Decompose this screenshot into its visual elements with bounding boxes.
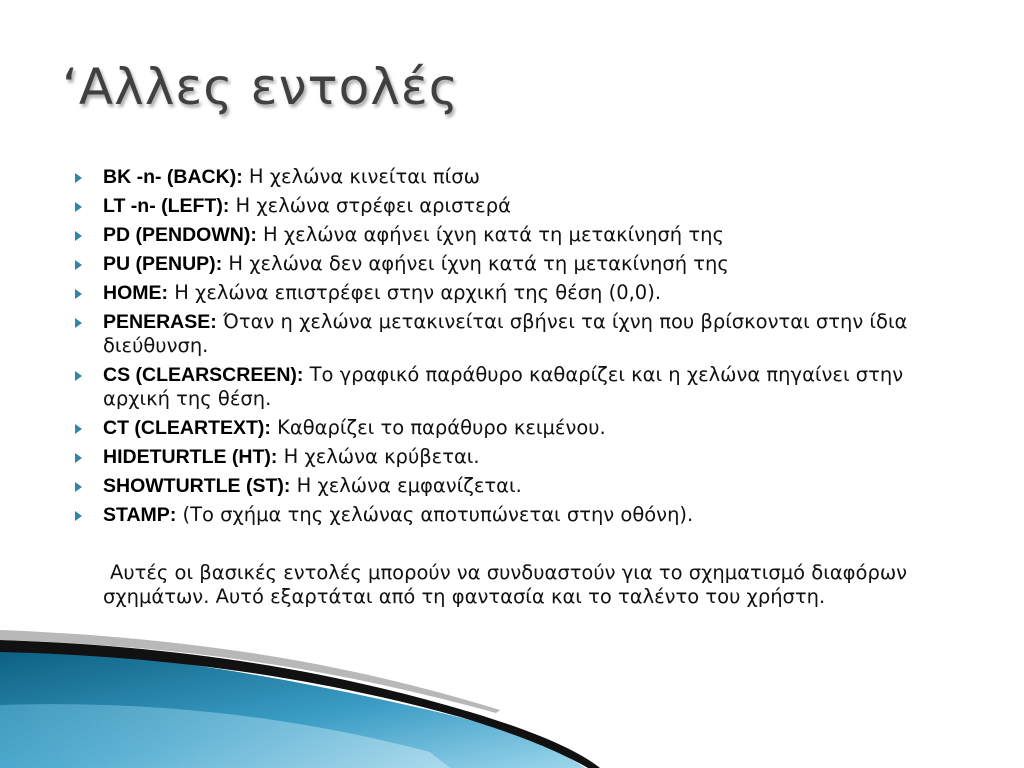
command-separator: : xyxy=(161,282,168,304)
command-name: LT -n- (LEFT) xyxy=(103,195,223,217)
triangle-right-icon xyxy=(75,482,82,492)
command-description: Η χελώνα δεν αφήνει ίχνη κατά τη μετακίνησή της xyxy=(222,252,729,275)
bullet-item xyxy=(74,165,974,189)
command-name: STAMP xyxy=(103,504,170,526)
command-separator: : xyxy=(222,195,230,217)
command-name: HOME xyxy=(103,282,162,304)
triangle-right-icon xyxy=(75,511,82,521)
command-description: Η χελώνα εμφανίζεται. xyxy=(290,474,522,497)
triangle-right-icon xyxy=(75,173,82,183)
bullet-item xyxy=(74,363,974,411)
command-name: HIDETURTLE (HT): xyxy=(103,446,278,468)
command-name: CS (CLEARSCREEN): xyxy=(103,364,304,386)
command-description: Το γραφικό παράθυρο καθαρίζει και η χελώνα πηγαίνει στην αρχική της θέση. xyxy=(103,363,904,410)
command-description: Όταν η χελώνα μετακινείται σβήνει τα ίχνη που βρίσκονται στην ίδια διεύθυνση. xyxy=(103,310,908,357)
command-name: PU (PENUP) xyxy=(103,253,216,275)
command-description: Η χελώνα επιστρέφει στην αρχική της θέση (0,0). xyxy=(168,281,662,304)
slide-title: ‘Αλλες εντολές xyxy=(62,58,460,116)
command-name: PD (PENDOWN) xyxy=(103,224,251,246)
bullet-item xyxy=(74,281,974,305)
bullet-item xyxy=(74,474,974,498)
summary-paragraph: Αυτές οι βασικές εντολές μπορούν να συνδυαστούν για το σχηματισμό διαφόρων σχημάτων. Αυτό εξαρτάται από τη φαντασία και το ταλέντο του χρήστη. xyxy=(103,561,908,608)
command-description: Καθαρίζει το παράθυρο κειμένου. xyxy=(270,416,606,439)
command-description: (Το σχήμα της χελώνας αποτυπώνεται στην οθόνη). xyxy=(176,503,694,526)
triangle-right-icon xyxy=(75,260,82,270)
command-name: PENERASE xyxy=(103,311,211,333)
command-separator: : xyxy=(283,475,291,497)
command-separator: : xyxy=(215,253,223,275)
command-description: Η χελώνα στρέφει αριστερά xyxy=(229,194,511,217)
command-separator: : xyxy=(250,224,257,246)
command-description: Η χελώνα αφήνει ίχνη κατά τη μετακίνησή της xyxy=(256,223,724,246)
triangle-right-icon xyxy=(75,371,82,381)
triangle-right-icon xyxy=(75,289,82,299)
command-name: SHOWTURTLE (ST) xyxy=(103,475,284,497)
command-separator: : xyxy=(236,166,243,188)
command-separator: : xyxy=(169,504,177,526)
triangle-right-icon xyxy=(75,231,82,241)
command-name: BK -n- (BACK) xyxy=(103,166,237,188)
triangle-right-icon xyxy=(75,453,82,463)
bullet-item xyxy=(74,445,974,469)
bullet-list xyxy=(74,165,974,532)
bullet-item xyxy=(74,252,974,276)
bullet-item xyxy=(74,310,974,358)
command-description: Η χελώνα κινείται πίσω xyxy=(242,165,480,188)
bullet-item xyxy=(74,503,974,527)
triangle-right-icon xyxy=(75,424,82,434)
command-separator: : xyxy=(210,311,217,333)
command-name: CT (CLEARTEXT): xyxy=(103,417,271,439)
bullet-item xyxy=(74,194,974,218)
triangle-right-icon xyxy=(75,202,82,212)
command-description: Η χελώνα κρύβεται. xyxy=(277,445,480,468)
bullet-item xyxy=(74,223,974,247)
bullet-item xyxy=(74,416,974,440)
triangle-right-icon xyxy=(75,318,82,328)
